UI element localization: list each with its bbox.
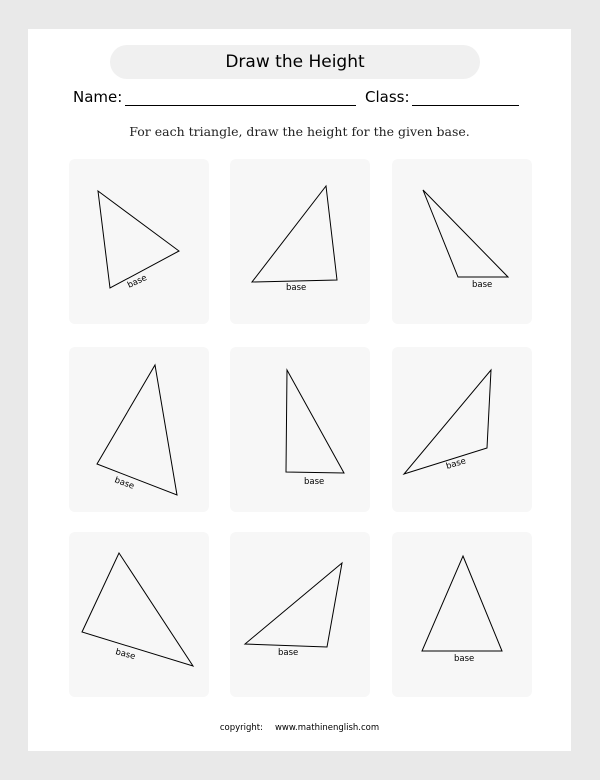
- worksheet-title: Draw the Height: [110, 45, 480, 79]
- triangle-figure-6: [392, 347, 532, 512]
- base-label: base: [454, 654, 475, 664]
- site-link[interactable]: www.mathinenglish.com: [274, 723, 380, 733]
- footer: [28, 723, 571, 733]
- base-label: base: [112, 475, 136, 492]
- base-label: base: [126, 273, 149, 291]
- triangle-panel-7: [69, 532, 209, 697]
- triangle-panel-4: [69, 347, 209, 512]
- base-label: base: [304, 477, 325, 487]
- class-label: Class:: [365, 88, 410, 106]
- triangle-panel-9: [392, 532, 532, 697]
- triangle-figure-2: [230, 159, 370, 324]
- base-label: base: [114, 647, 137, 663]
- copyright-label: copyright:: [219, 723, 263, 733]
- triangle-panel-3: [392, 159, 532, 324]
- triangle-shape: [97, 365, 177, 495]
- name-blank-line: [125, 105, 356, 106]
- class-blank-line: [412, 105, 519, 106]
- triangle-panel-5: [230, 347, 370, 512]
- triangle-shape: [245, 563, 342, 647]
- triangle-shape: [422, 556, 502, 651]
- triangle-panel-8: [230, 532, 370, 697]
- base-label: base: [286, 283, 307, 293]
- triangle-figure-7: [69, 532, 209, 697]
- triangle-shape: [82, 553, 193, 666]
- instructions: For each triangle, draw the height for the given base.: [129, 124, 470, 139]
- base-label: base: [472, 280, 493, 290]
- name-label: Name:: [73, 88, 123, 106]
- triangle-shape: [404, 370, 491, 474]
- triangle-shape: [423, 190, 508, 277]
- triangle-panel-1: [69, 159, 209, 324]
- base-label: base: [444, 456, 468, 472]
- triangle-panel-6: [392, 347, 532, 512]
- triangle-figure-1: [69, 159, 209, 324]
- base-label: base: [278, 648, 299, 658]
- triangle-figure-5: [230, 347, 370, 512]
- triangle-figure-3: [392, 159, 532, 324]
- triangle-figure-4: [69, 347, 209, 512]
- triangle-shape: [98, 191, 179, 288]
- triangle-shape: [286, 370, 344, 473]
- triangle-figure-9: [392, 532, 532, 697]
- triangle-figure-8: [230, 532, 370, 697]
- triangle-shape: [252, 186, 337, 282]
- triangle-panel-2: [230, 159, 370, 324]
- worksheet-page: [28, 29, 571, 751]
